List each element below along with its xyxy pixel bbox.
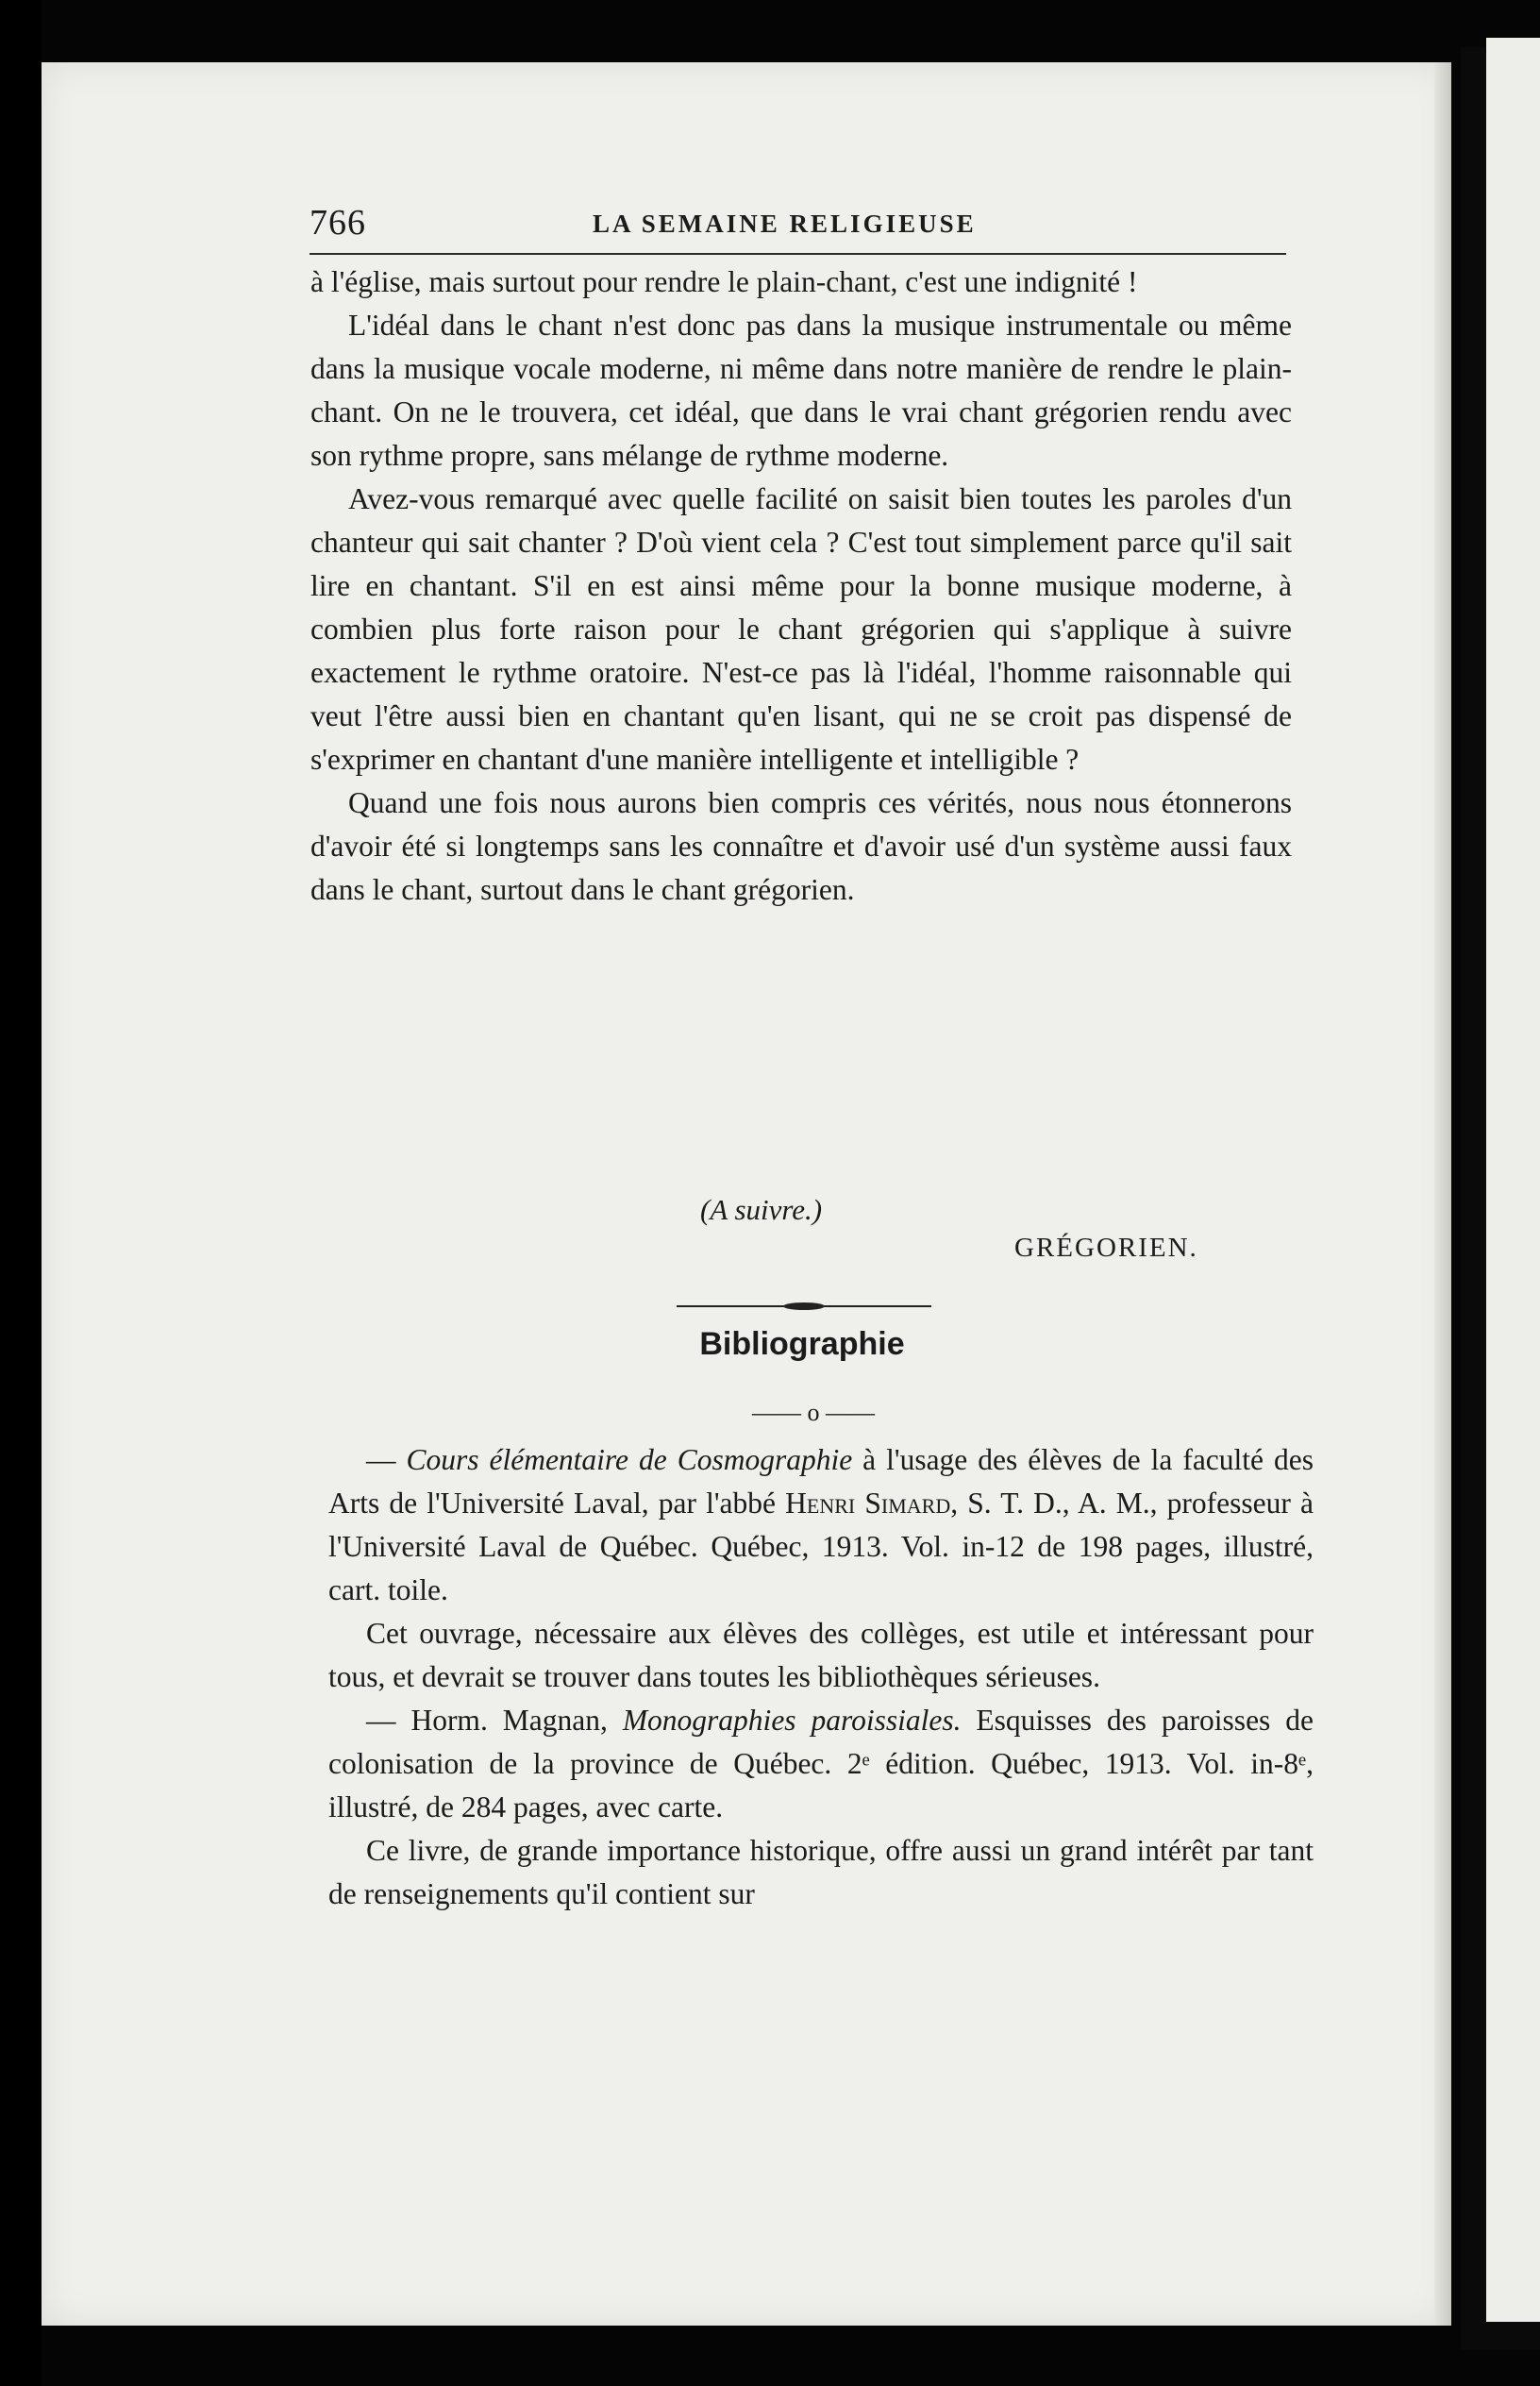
entry-text: — Horm. Magnan, (366, 1704, 623, 1737)
page-header (310, 189, 1289, 245)
page-number: 766 (310, 203, 366, 243)
bibliography-body (328, 1438, 1314, 1916)
to-be-continued: (A suivre.) (700, 1193, 823, 1226)
running-title: LA SEMAINE RELIGIEUSE (593, 210, 977, 238)
article-author: GRÉGORIEN. (1014, 1233, 1198, 1263)
entry-text: Esquisses des paroisses de colonisation de la province de Québec. 2ᵉ édition. Québec, 1913. Vol. in-8ᵉ, illustré, de 284 pages, avec carte. (328, 1704, 1314, 1823)
article-paragraph: L'idéal dans le chant n'est donc pas dans la musique instrumentale ou même dans la musique vocale moderne, ni même dans notre manière de rendre le plain-chant. On ne le trouvera, cet idéal, que dans le vrai chant grégorien rendu avec son rythme propre, sans mélange de rythme moderne. (310, 309, 1292, 472)
section-separator: —— o —— (752, 1399, 875, 1426)
article-paragraph: Quand une fois nous aurons bien compris ces vérités, nous nous étonnerons d'avoir été si longtemps sans les connaître et d'avoir usé d'un système aussi faux dans le chant, surtout dans le chant grégorien. (310, 786, 1292, 906)
book-title: Cours élémentaire de Cosmographie (406, 1443, 853, 1476)
book-author: Henri Simard (785, 1487, 951, 1520)
bibliography-entry (328, 1699, 1314, 1829)
entry-dash: — (366, 1443, 407, 1476)
article-paragraph: Avez-vous remarqué avec quelle facilité on saisit bien toutes les paroles d'un chanteur qui sait chanter ? D'où vient cela ? C'est tout simplement parce qu'il sait lire en chantant. S'il en est ainsi même pour la bonne musique moderne, à combien plus forte raison pour le chant grégorien qui s'applique à suivre exactement le rythme oratoire. N'est-ce pas là l'idéal, l'homme raisonnable qui veut l'être aussi bien en chantant qu'en lisant, qui ne se croit pas dispensé de s'exprimer en chantant d'une manière intelligente et intelligible ? (310, 482, 1292, 776)
article-paragraph: à l'église, mais surtout pour rendre le plain-chant, c'est une indignité ! (310, 265, 1138, 298)
bibliography-review: Cet ouvrage, nécessaire aux élèves des collèges, est utile et intéressant pour tous, et devrait se trouver dans toutes les bibliothèques sérieuses. (328, 1617, 1314, 1693)
article-body (310, 260, 1292, 912)
entry-text: , S. T. D., A. M., professeur à l'Université Laval de Québec. Québec, 1913. Vol. in-12 de 198 pages, illustré, cart. toile. (328, 1487, 1314, 1606)
section-title: Bibliographie (699, 1326, 905, 1362)
section-ornament (677, 1301, 931, 1312)
next-page-edge (1486, 38, 1540, 2322)
separator-mark: o (807, 1399, 820, 1426)
page-spine-shadow (1434, 62, 1451, 2326)
bibliography-review: Ce livre, de grande importance historique, offre aussi un grand intérêt par tant de renseignements qu'il contient sur (328, 1834, 1314, 1910)
book-title: Monographies paroissiales. (622, 1704, 962, 1737)
header-rule (310, 253, 1286, 255)
entry-text: à l'usage des élèves de la faculté des Arts de l'Université Laval, par l'abbé (328, 1443, 1314, 1520)
scan-border-left (0, 0, 42, 2386)
bibliography-entry (328, 1438, 1314, 1612)
